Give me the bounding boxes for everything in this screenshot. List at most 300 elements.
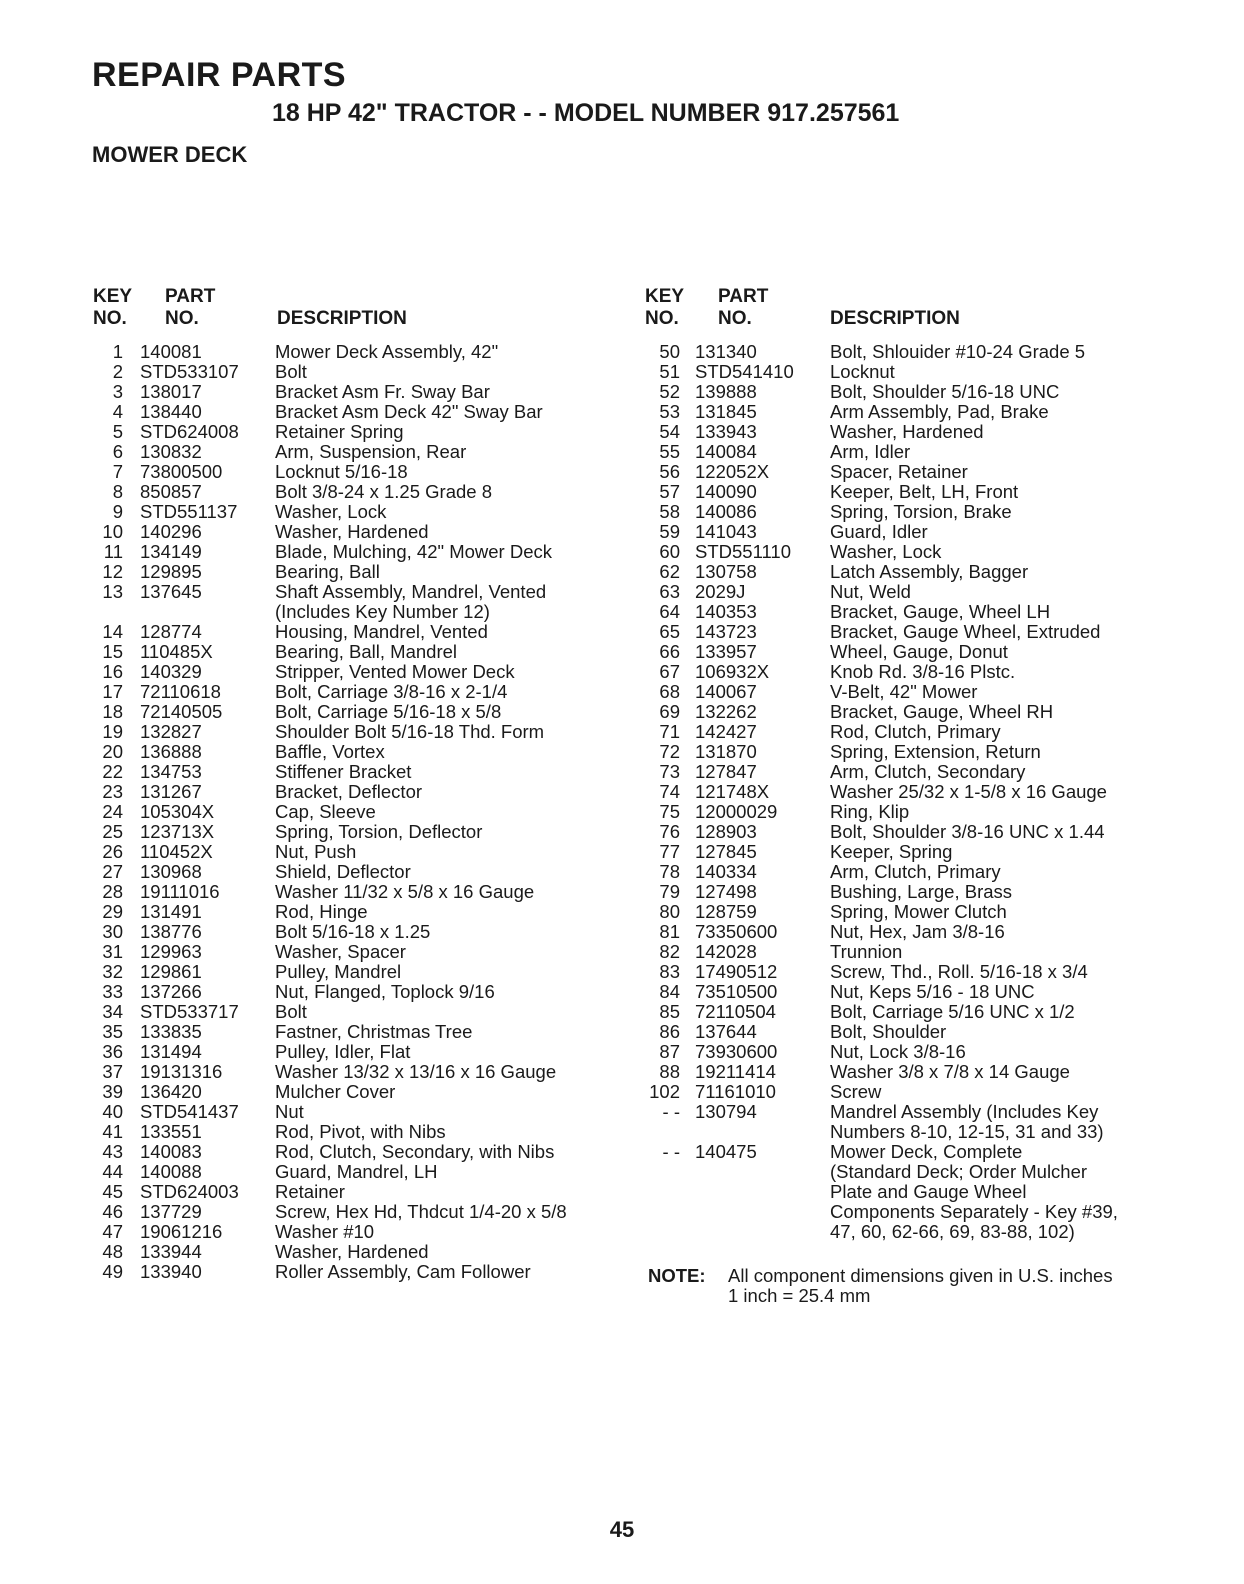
table-row bbox=[645, 902, 1205, 922]
table-row bbox=[93, 522, 653, 542]
part-description: Stripper, Vented Mower Deck bbox=[275, 661, 515, 682]
key-number: 18 bbox=[102, 701, 123, 722]
table-row bbox=[93, 1062, 653, 1082]
part-number: 105304X bbox=[140, 801, 215, 822]
table-row bbox=[645, 642, 1205, 662]
part-description: Pulley, Mandrel bbox=[275, 961, 402, 982]
key-number: 27 bbox=[102, 861, 123, 882]
part-number: 106932X bbox=[695, 661, 770, 682]
part-number: 71161010 bbox=[695, 1081, 776, 1102]
table-row bbox=[93, 1122, 653, 1142]
key-number: 88 bbox=[659, 1061, 680, 1082]
part-number: STD533107 bbox=[140, 361, 239, 382]
table-row bbox=[645, 802, 1205, 822]
part-number: 110452X bbox=[140, 841, 213, 862]
part-number: 140090 bbox=[695, 481, 757, 502]
table-row bbox=[645, 622, 1205, 642]
part-number: 73510500 bbox=[695, 981, 778, 1002]
key-header-line2: NO. bbox=[645, 308, 679, 329]
part-description: Cap, Sleeve bbox=[275, 801, 376, 822]
part-number: 137729 bbox=[140, 1201, 202, 1222]
table-row bbox=[93, 622, 653, 642]
key-number: 29 bbox=[102, 901, 123, 922]
key-number: 44 bbox=[102, 1161, 123, 1182]
part-number: 143723 bbox=[695, 621, 757, 642]
part-description: Spring, Mower Clutch bbox=[830, 901, 1007, 922]
key-number: 33 bbox=[102, 981, 123, 1002]
part-description: Washer 11/32 x 5/8 x 16 Gauge bbox=[275, 881, 535, 902]
key-number: 13 bbox=[102, 581, 123, 602]
part-number: 134753 bbox=[140, 761, 202, 782]
table-row bbox=[645, 662, 1205, 682]
part-description: Shaft Assembly, Mandrel, Vented (Includes Key Number 12) bbox=[275, 581, 547, 622]
part-description: Trunnion bbox=[830, 941, 903, 962]
part-number: 122052X bbox=[695, 461, 770, 482]
part-header-line1: PART bbox=[165, 286, 216, 307]
key-number: 2 bbox=[112, 361, 123, 382]
part-description: Keeper, Spring bbox=[830, 841, 953, 862]
table-row bbox=[645, 1082, 1205, 1102]
key-number: 57 bbox=[659, 481, 680, 502]
table-row bbox=[93, 982, 653, 1002]
part-description: Locknut 5/16-18 bbox=[275, 461, 408, 482]
part-description: Bolt, Carriage 5/16-18 x 5/8 bbox=[275, 701, 502, 722]
table-row bbox=[645, 1022, 1205, 1042]
part-description: Bolt, Shoulder 5/16-18 UNC bbox=[830, 381, 1060, 402]
part-description: Rod, Clutch, Primary bbox=[830, 721, 1001, 742]
part-description: Bracket Asm Deck 42" Sway Bar bbox=[275, 401, 543, 422]
key-number: 30 bbox=[102, 921, 123, 942]
table-row bbox=[645, 762, 1205, 782]
key-number: 17 bbox=[102, 681, 123, 702]
part-description: Spacer, Retainer bbox=[830, 461, 968, 482]
table-row bbox=[645, 882, 1205, 902]
part-number: 131845 bbox=[695, 401, 757, 422]
part-number: 136420 bbox=[140, 1081, 202, 1102]
part-number: 131870 bbox=[695, 741, 757, 762]
part-number: 137644 bbox=[695, 1021, 757, 1042]
table-row bbox=[93, 442, 653, 462]
part-description: Rod, Pivot, with Nibs bbox=[275, 1121, 446, 1142]
part-description: Bracket, Gauge Wheel, Extruded bbox=[830, 621, 1101, 642]
table-row bbox=[93, 682, 653, 702]
part-number: 133957 bbox=[695, 641, 757, 662]
table-row bbox=[645, 942, 1205, 962]
part-number: STD541437 bbox=[140, 1101, 239, 1122]
part-description: Nut, Weld bbox=[830, 581, 911, 602]
table-row bbox=[93, 662, 653, 682]
key-number: 63 bbox=[659, 581, 680, 602]
part-description: Pulley, Idler, Flat bbox=[275, 1041, 411, 1062]
part-description: Arm, Idler bbox=[830, 441, 911, 462]
table-row bbox=[93, 342, 653, 362]
parts-rows-left bbox=[93, 342, 653, 1282]
table-row bbox=[645, 522, 1205, 542]
part-number: 130758 bbox=[695, 561, 757, 582]
key-number: 34 bbox=[102, 1001, 123, 1022]
table-row bbox=[645, 702, 1205, 722]
table-row bbox=[93, 642, 653, 662]
part-description: Retainer Spring bbox=[275, 421, 404, 442]
part-number: 136888 bbox=[140, 741, 202, 762]
part-description: Bracket Asm Fr. Sway Bar bbox=[275, 381, 490, 402]
part-description: Mower Deck, Complete (Standard Deck; Order Mulcher Plate and Gauge Wheel Components Separately - Key #39, 47, 60, 62-66, 69, 83-88, 102) bbox=[830, 1141, 1118, 1242]
table-row bbox=[93, 1182, 653, 1202]
part-number: 142427 bbox=[695, 721, 757, 742]
part-description: Bracket, Gauge, Wheel RH bbox=[830, 701, 1054, 722]
part-description: Screw bbox=[830, 1081, 882, 1102]
part-number: 129895 bbox=[140, 561, 202, 582]
table-row bbox=[93, 582, 653, 622]
part-number: 19111016 bbox=[140, 881, 220, 902]
key-number: 76 bbox=[659, 821, 680, 842]
part-description: Rod, Clutch, Secondary, with Nibs bbox=[275, 1141, 555, 1162]
table-row bbox=[93, 822, 653, 842]
table-row bbox=[645, 422, 1205, 442]
part-number: 132262 bbox=[695, 701, 757, 722]
section-title: MOWER DECK bbox=[92, 142, 248, 167]
table-row bbox=[93, 1242, 653, 1262]
key-number: 72 bbox=[659, 741, 680, 762]
table-row bbox=[645, 682, 1205, 702]
table-row bbox=[645, 582, 1205, 602]
key-number: 71 bbox=[659, 721, 680, 742]
table-row bbox=[93, 762, 653, 782]
table-row bbox=[645, 1102, 1205, 1142]
table-row bbox=[645, 342, 1205, 362]
key-number: 67 bbox=[659, 661, 680, 682]
table-row bbox=[645, 362, 1205, 382]
part-number: STD551110 bbox=[695, 541, 791, 562]
key-number: 7 bbox=[112, 461, 123, 482]
key-number: 74 bbox=[659, 781, 680, 802]
key-number: - - bbox=[662, 1141, 680, 1162]
part-description: Nut, Keps 5/16 - 18 UNC bbox=[830, 981, 1035, 1002]
part-description: Bolt, Shoulder bbox=[830, 1021, 947, 1042]
key-number: 102 bbox=[649, 1081, 680, 1102]
part-description: Shoulder Bolt 5/16-18 Thd. Form bbox=[275, 721, 545, 742]
table-header bbox=[645, 286, 1205, 338]
part-header-line2: NO. bbox=[718, 308, 752, 329]
part-number: 72110618 bbox=[140, 681, 221, 702]
key-number: 50 bbox=[659, 341, 680, 362]
note-label: NOTE: bbox=[648, 1265, 706, 1286]
key-number: 86 bbox=[659, 1021, 680, 1042]
key-number: 73 bbox=[659, 761, 680, 782]
key-number: 75 bbox=[659, 801, 680, 822]
key-number: 65 bbox=[659, 621, 680, 642]
part-description: Bearing, Ball bbox=[275, 561, 380, 582]
part-number: 130794 bbox=[695, 1101, 757, 1122]
part-number: 133835 bbox=[140, 1021, 202, 1042]
table-row bbox=[93, 402, 653, 422]
part-number: 128774 bbox=[140, 621, 202, 642]
table-row bbox=[93, 842, 653, 862]
part-description: Mower Deck Assembly, 42" bbox=[275, 341, 499, 362]
key-number: 41 bbox=[102, 1121, 123, 1142]
part-description: Blade, Mulching, 42" Mower Deck bbox=[275, 541, 552, 562]
part-number: 138017 bbox=[140, 381, 202, 402]
key-number: 53 bbox=[659, 401, 680, 422]
table-row bbox=[645, 822, 1205, 842]
part-header-line1: PART bbox=[718, 286, 769, 307]
table-row bbox=[645, 1142, 1205, 1242]
part-description: Arm, Clutch, Primary bbox=[830, 861, 1001, 882]
part-description: Nut, Push bbox=[275, 841, 357, 862]
part-number: 140088 bbox=[140, 1161, 202, 1182]
key-number: 16 bbox=[102, 661, 123, 682]
table-row bbox=[93, 942, 653, 962]
part-description: Spring, Torsion, Brake bbox=[830, 501, 1012, 522]
parts-table-left bbox=[93, 286, 653, 1282]
part-number: 73930600 bbox=[695, 1041, 778, 1062]
part-number: 72110504 bbox=[695, 1001, 776, 1022]
key-number: 45 bbox=[102, 1181, 123, 1202]
part-description: Bolt bbox=[275, 361, 307, 382]
table-row bbox=[645, 562, 1205, 582]
part-description: Shield, Deflector bbox=[275, 861, 411, 882]
part-number: 128759 bbox=[695, 901, 757, 922]
part-description: Arm Assembly, Pad, Brake bbox=[830, 401, 1049, 422]
key-number: 14 bbox=[102, 621, 123, 642]
table-row bbox=[93, 362, 653, 382]
part-description: Washer, Spacer bbox=[275, 941, 406, 962]
key-number: 1 bbox=[112, 341, 123, 362]
table-row bbox=[93, 1142, 653, 1162]
part-number: 134149 bbox=[140, 541, 202, 562]
part-number: 129963 bbox=[140, 941, 202, 962]
table-row bbox=[93, 1102, 653, 1122]
part-number: 141043 bbox=[695, 521, 757, 542]
part-description: Washer, Lock bbox=[830, 541, 942, 562]
part-description: Nut, Flanged, Toplock 9/16 bbox=[275, 981, 495, 1002]
table-row bbox=[645, 922, 1205, 942]
key-number: 59 bbox=[659, 521, 680, 542]
table-row bbox=[93, 1222, 653, 1242]
part-number: 132827 bbox=[140, 721, 202, 742]
part-description: Ring, Klip bbox=[830, 801, 910, 822]
key-number: 55 bbox=[659, 441, 680, 462]
table-row bbox=[93, 722, 653, 742]
part-number: 128903 bbox=[695, 821, 757, 842]
table-row bbox=[645, 382, 1205, 402]
part-description: Mulcher Cover bbox=[275, 1081, 396, 1102]
model-subtitle: 18 HP 42" TRACTOR - - MODEL NUMBER 917.257561 bbox=[272, 99, 900, 127]
key-number: 37 bbox=[102, 1061, 123, 1082]
key-number: 58 bbox=[659, 501, 680, 522]
key-number: 47 bbox=[102, 1221, 123, 1242]
part-description: Roller Assembly, Cam Follower bbox=[275, 1261, 531, 1282]
part-number: 140084 bbox=[695, 441, 757, 462]
key-number: 79 bbox=[659, 881, 680, 902]
part-description: Spring, Extension, Return bbox=[830, 741, 1041, 762]
part-number: 19131316 bbox=[140, 1061, 223, 1082]
key-number: - - bbox=[662, 1101, 680, 1122]
key-number: 26 bbox=[102, 841, 123, 862]
key-number: 51 bbox=[659, 361, 680, 382]
part-number: 17490512 bbox=[695, 961, 778, 982]
key-number: 39 bbox=[102, 1081, 123, 1102]
table-row bbox=[645, 542, 1205, 562]
part-number: 140475 bbox=[695, 1141, 757, 1162]
part-header-line2: NO. bbox=[165, 308, 199, 329]
part-description: Baffle, Vortex bbox=[275, 741, 385, 762]
part-number: 131267 bbox=[140, 781, 202, 802]
part-number: 133943 bbox=[695, 421, 757, 442]
part-description: Nut bbox=[275, 1101, 304, 1122]
part-number: 131340 bbox=[695, 341, 757, 362]
key-number: 78 bbox=[659, 861, 680, 882]
table-row bbox=[645, 502, 1205, 522]
part-number: 129861 bbox=[140, 961, 202, 982]
key-number: 64 bbox=[659, 601, 680, 622]
part-description: Latch Assembly, Bagger bbox=[830, 561, 1029, 582]
table-row bbox=[645, 1062, 1205, 1082]
parts-table-right bbox=[645, 286, 1205, 1242]
key-number: 54 bbox=[659, 421, 680, 442]
key-header-line1: KEY bbox=[93, 286, 133, 307]
key-number: 3 bbox=[112, 381, 123, 402]
table-row bbox=[645, 782, 1205, 802]
key-number: 36 bbox=[102, 1041, 123, 1062]
key-number: 32 bbox=[102, 961, 123, 982]
part-description: Wheel, Gauge, Donut bbox=[830, 641, 1008, 662]
part-number: 139888 bbox=[695, 381, 757, 402]
parts-rows-right bbox=[645, 342, 1205, 1242]
key-number: 49 bbox=[102, 1261, 123, 1282]
note-line2: 1 inch = 25.4 mm bbox=[728, 1285, 871, 1306]
part-description: Washer, Lock bbox=[275, 501, 387, 522]
part-description: Washer 3/8 x 7/8 x 14 Gauge bbox=[830, 1061, 1070, 1082]
table-row bbox=[93, 962, 653, 982]
part-description: Spring, Torsion, Deflector bbox=[275, 821, 483, 842]
table-row bbox=[93, 482, 653, 502]
part-number: 140081 bbox=[140, 341, 202, 362]
key-number: 66 bbox=[659, 641, 680, 662]
key-number: 15 bbox=[102, 641, 123, 662]
part-number: 133551 bbox=[140, 1121, 202, 1142]
table-row bbox=[645, 602, 1205, 622]
part-number: 2029J bbox=[695, 581, 746, 602]
part-description: Knob Rd. 3/8-16 Plstc. bbox=[830, 661, 1016, 682]
table-row bbox=[93, 422, 653, 442]
part-description: Washer 25/32 x 1-5/8 x 16 Gauge bbox=[830, 781, 1107, 802]
key-number: 46 bbox=[102, 1201, 123, 1222]
key-number: 31 bbox=[102, 941, 123, 962]
key-number: 60 bbox=[659, 541, 680, 562]
table-row bbox=[645, 842, 1205, 862]
key-number: 24 bbox=[102, 801, 123, 822]
note-line1: All component dimensions given in U.S. inches bbox=[728, 1265, 1113, 1286]
table-row bbox=[93, 782, 653, 802]
part-description: Guard, Idler bbox=[830, 521, 928, 542]
key-number: 11 bbox=[103, 541, 123, 562]
table-row bbox=[645, 722, 1205, 742]
key-number: 20 bbox=[102, 741, 123, 762]
part-number: 140086 bbox=[695, 501, 757, 522]
part-number: 138440 bbox=[140, 401, 202, 422]
key-number: 12 bbox=[102, 561, 123, 582]
key-header-line2: NO. bbox=[93, 308, 127, 329]
table-row bbox=[93, 802, 653, 822]
key-number: 80 bbox=[659, 901, 680, 922]
page-number: 45 bbox=[609, 1517, 635, 1542]
part-number: 72140505 bbox=[140, 701, 223, 722]
key-number: 52 bbox=[659, 381, 680, 402]
key-number: 4 bbox=[112, 401, 123, 422]
part-description: Washer 13/32 x 13/16 x 16 Gauge bbox=[275, 1061, 557, 1082]
page-title: REPAIR PARTS bbox=[92, 56, 347, 94]
part-number: STD541410 bbox=[695, 361, 794, 382]
part-description: Nut, Lock 3/8-16 bbox=[830, 1041, 966, 1062]
key-number: 82 bbox=[659, 941, 680, 962]
table-row bbox=[93, 502, 653, 522]
description-header: DESCRIPTION bbox=[277, 308, 407, 329]
part-number: STD624003 bbox=[140, 1181, 239, 1202]
key-number: 69 bbox=[659, 701, 680, 722]
table-row bbox=[645, 462, 1205, 482]
table-row bbox=[93, 1202, 653, 1222]
key-number: 43 bbox=[102, 1141, 123, 1162]
part-description: Screw, Hex Hd, Thdcut 1/4-20 x 5/8 bbox=[275, 1201, 567, 1222]
table-row bbox=[93, 902, 653, 922]
key-number: 6 bbox=[112, 441, 123, 462]
table-row bbox=[93, 562, 653, 582]
part-description: Keeper, Belt, LH, Front bbox=[830, 481, 1019, 502]
part-description: Stiffener Bracket bbox=[275, 761, 412, 782]
part-description: Washer, Hardened bbox=[275, 521, 429, 542]
table-row bbox=[93, 742, 653, 762]
part-description: Arm, Clutch, Secondary bbox=[830, 761, 1026, 782]
part-description: Bushing, Large, Brass bbox=[830, 881, 1013, 902]
part-description: Fastner, Christmas Tree bbox=[275, 1021, 473, 1042]
key-number: 10 bbox=[102, 521, 123, 542]
key-number: 28 bbox=[102, 881, 123, 902]
table-row bbox=[93, 702, 653, 722]
part-number: 137645 bbox=[140, 581, 202, 602]
part-number: 140296 bbox=[140, 521, 202, 542]
part-number: 73350600 bbox=[695, 921, 778, 942]
table-row bbox=[93, 922, 653, 942]
key-number: 85 bbox=[659, 1001, 680, 1022]
table-row bbox=[93, 462, 653, 482]
table-row bbox=[93, 1002, 653, 1022]
key-number: 23 bbox=[102, 781, 123, 802]
part-description: Bearing, Ball, Mandrel bbox=[275, 641, 458, 662]
part-description: Washer, Hardened bbox=[275, 1241, 429, 1262]
part-number: 137266 bbox=[140, 981, 202, 1002]
part-number: 110485X bbox=[140, 641, 213, 662]
key-number: 84 bbox=[659, 981, 680, 1002]
part-description: Retainer bbox=[275, 1181, 345, 1202]
key-number: 19 bbox=[102, 721, 123, 742]
part-description: Bolt, Carriage 3/8-16 x 2-1/4 bbox=[275, 681, 508, 702]
key-number: 5 bbox=[112, 421, 123, 442]
part-number: 850857 bbox=[140, 481, 202, 502]
key-number: 9 bbox=[112, 501, 123, 522]
key-header-line1: KEY bbox=[645, 286, 685, 307]
part-number: 130968 bbox=[140, 861, 202, 882]
key-number: 35 bbox=[102, 1021, 123, 1042]
part-number: 133940 bbox=[140, 1261, 202, 1282]
table-row bbox=[645, 982, 1205, 1002]
table-row bbox=[93, 1022, 653, 1042]
key-number: 87 bbox=[659, 1041, 680, 1062]
part-description: Mandrel Assembly (Includes Key Numbers 8-10, 12-15, 31 and 33) bbox=[830, 1101, 1104, 1142]
part-number: STD624008 bbox=[140, 421, 239, 442]
key-number: 25 bbox=[102, 821, 123, 842]
key-number: 83 bbox=[659, 961, 680, 982]
